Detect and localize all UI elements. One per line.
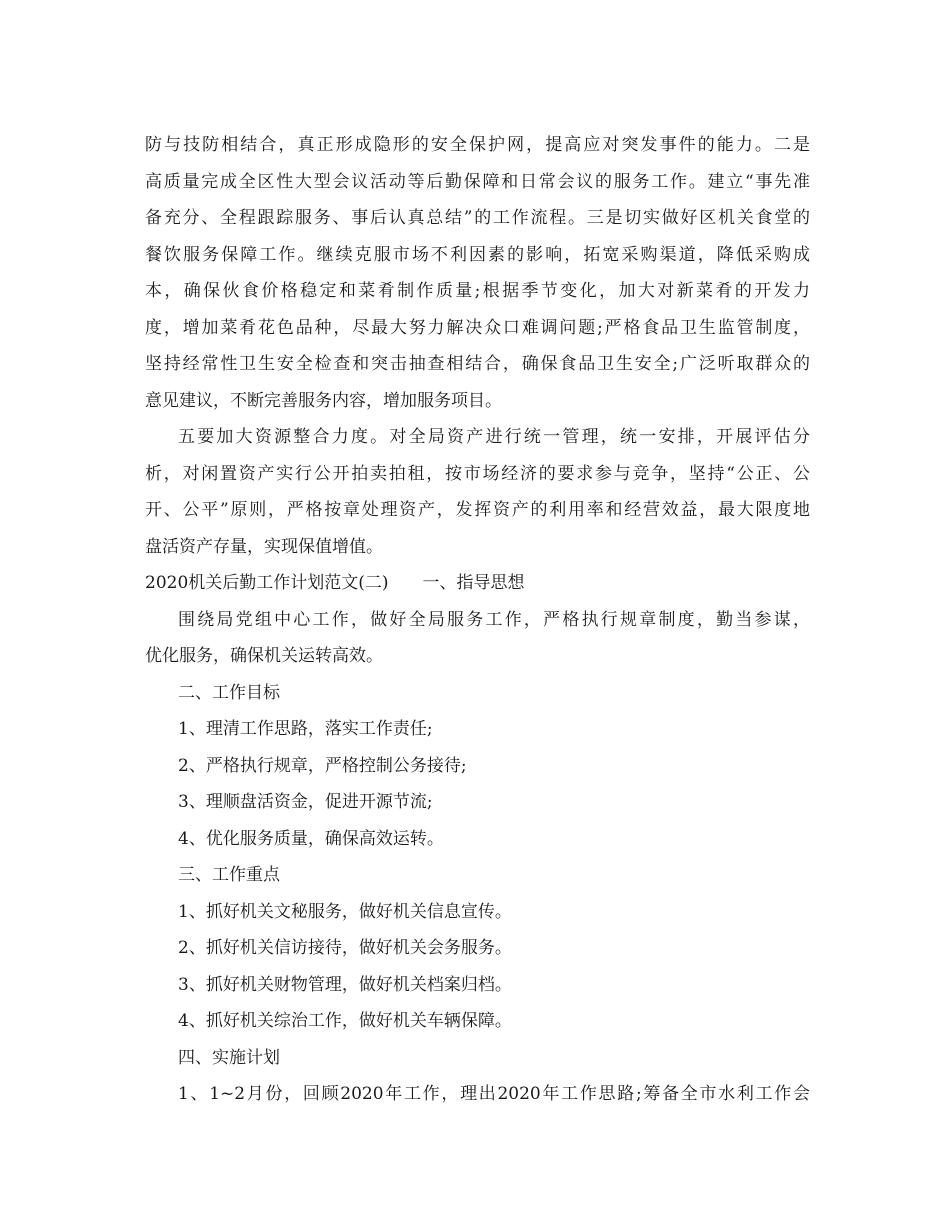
section-title: 三、工作重点 bbox=[178, 865, 280, 885]
document-heading bbox=[145, 565, 810, 602]
list-item: 3、抓好机关财物管理，做好机关档案归档。 bbox=[178, 974, 512, 995]
section-work-focus bbox=[145, 857, 810, 1040]
heading-gap bbox=[389, 565, 423, 602]
text-line: 度，增加菜肴花色品种，尽最大努力解决众口难调问题;严格食品卫生监管制度， bbox=[145, 317, 810, 338]
list-item: 2、抓好机关信访接待，做好机关会务服务。 bbox=[178, 938, 512, 958]
document-page bbox=[145, 127, 810, 1113]
text-line: 本，确保伙食价格稳定和菜肴制作质量;根据季节变化，加大对新菜肴的开发力 bbox=[145, 281, 810, 301]
text-line: 餐饮服务保障工作。继续克服市场不利因素的影响，拓宽采购渠道，降低采购成 bbox=[145, 244, 810, 265]
heading-section: 一、指导思想 bbox=[422, 573, 525, 593]
list-item: 1、抓好机关文秘服务，做好机关信息宣传。 bbox=[178, 901, 512, 922]
list-item: 2、严格执行规章，严格控制公务接待; bbox=[178, 755, 467, 776]
text-line: 盘活资产存量，实现保值增值。 bbox=[145, 536, 383, 557]
text-line: 高质量完成全区性大型会议活动等后勤保障和日常会议的服务工作。建立“事先准 bbox=[145, 171, 810, 192]
text-line: 意见建议，不断完善服务内容，增加服务项目。 bbox=[145, 390, 502, 411]
list-item: 4、抓好机关综治工作，做好机关车辆保障。 bbox=[178, 1011, 512, 1031]
text-line: 优化服务，确保机关运转高效。 bbox=[145, 646, 383, 666]
text-line: 围绕局党组中心工作，做好全局服务工作，严格执行规章制度，勤当参谋， bbox=[178, 609, 810, 630]
list-item: 3、理顺盘活资金，促进开源节流; bbox=[178, 792, 433, 812]
list-item: 4、优化服务质量，确保高效运转。 bbox=[178, 828, 444, 849]
text-line: 1、1~2月份，回顾2020年工作，理出2020年工作思路;筹备全市水利工作会 bbox=[178, 1084, 810, 1104]
text-line: 五要加大资源整合力度。对全局资产进行统一管理，统一安排，开展评估分 bbox=[178, 427, 810, 447]
heading-title: 2020机关后勤工作计划范文(二) bbox=[145, 573, 389, 593]
text-line: 开、公平”原则，严格按章处理资产，发挥资产的利用率和经营效益，最大限度地 bbox=[145, 500, 810, 520]
list-item: 1、理清工作思路，落实工作责任; bbox=[178, 719, 433, 739]
text-line: 防与技防相结合，真正形成隐形的安全保护网，提高应对突发事件的能力。二是 bbox=[145, 135, 810, 155]
section-title: 四、实施计划 bbox=[178, 1047, 280, 1068]
paragraph-continuation bbox=[145, 127, 810, 419]
paragraph-guiding-thought bbox=[145, 602, 810, 675]
paragraph-resource-integration bbox=[145, 419, 810, 565]
section-work-goals bbox=[145, 675, 810, 858]
section-title: 二、工作目标 bbox=[178, 682, 280, 703]
section-implementation-plan bbox=[145, 1040, 810, 1113]
text-line: 坚持经常性卫生安全检查和突击抽查相结合，确保食品卫生安全;广泛听取群众的 bbox=[145, 354, 810, 374]
text-line: 备充分、全程跟踪服务、事后认真总结”的工作流程。三是切实做好区机关食堂的 bbox=[145, 208, 810, 228]
text-line: 析，对闲置资产实行公开拍卖拍租，按市场经济的要求参与竞争，坚持“公正、公 bbox=[145, 463, 810, 484]
